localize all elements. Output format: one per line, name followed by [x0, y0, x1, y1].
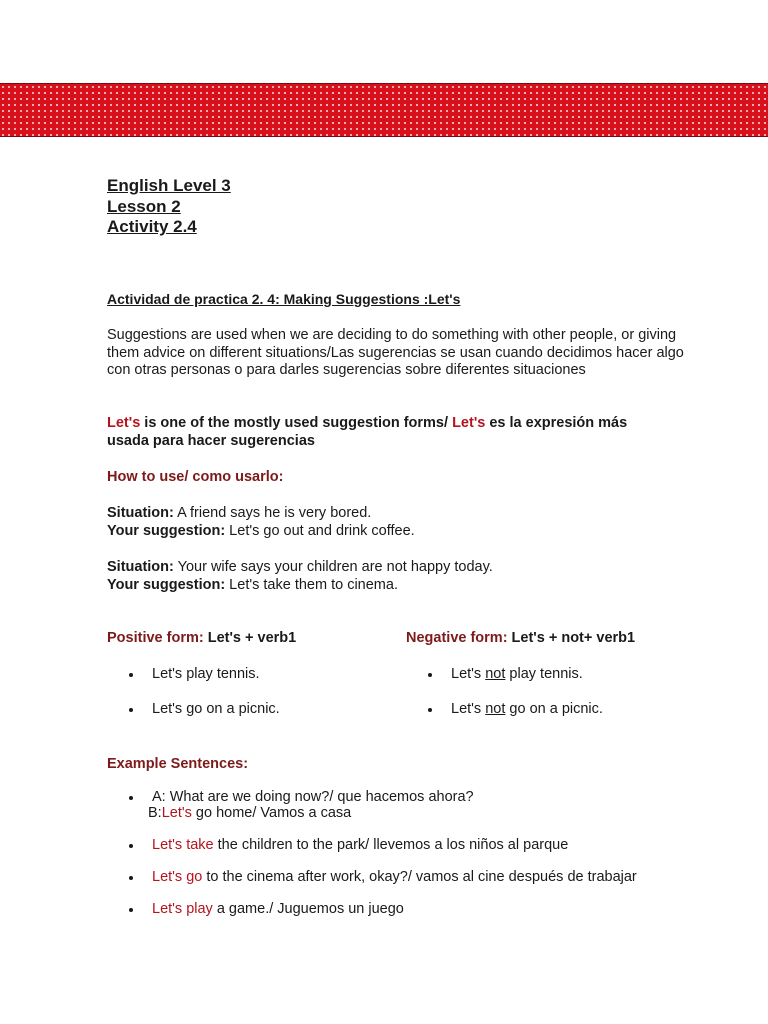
list-item: Let's go on a picnic. [107, 701, 280, 717]
bullet-icon [428, 708, 432, 712]
negative-list [406, 666, 603, 717]
lets-text-1: is one of the mostly used suggestion forms/ [140, 415, 453, 431]
bullet-icon [129, 673, 133, 677]
situation-text: Your wife says your children are not happy today. [173, 559, 493, 575]
positive-form-heading [107, 630, 296, 646]
list-item [107, 789, 727, 821]
positive-label: Positive form: [107, 630, 204, 646]
negative-formula: Let's + not+ verb1 [507, 630, 636, 646]
bullet-icon [129, 908, 133, 912]
positive-list [107, 666, 280, 717]
bullet-icon [129, 796, 133, 800]
heading-course: English Level 3 [107, 176, 231, 195]
suggestion-text: Let's take them to cinema. [225, 577, 398, 593]
heading-lesson: Lesson 2 [107, 196, 181, 216]
examples-list [107, 789, 727, 917]
list-item: Let's play tennis. [107, 666, 280, 682]
suggestion-text: Let's go out and drink coffee. [225, 523, 415, 539]
situation-2 [107, 558, 493, 594]
list-item: Let's take the children to the park/ llevemos a los niños al parque [107, 837, 727, 853]
situation-text: A friend says he is very bored. [173, 505, 372, 521]
lets-text-2: es la expresión más usada para hacer sugerencias [107, 415, 628, 449]
lets-word: Let's [452, 415, 486, 431]
lets-description [107, 415, 667, 450]
heading-block [107, 176, 231, 238]
how-to-use-heading: How to use/ como usarlo: [107, 469, 284, 485]
situation-label: Situation: [107, 559, 174, 575]
bullet-icon [428, 673, 432, 677]
examples-heading: Example Sentences: [107, 756, 249, 772]
not-word: not [485, 701, 506, 717]
negative-form-heading [406, 630, 635, 646]
heading-activity: Activity 2.4 [107, 217, 197, 236]
list-item: Let's not go on a picnic. [406, 701, 603, 717]
bullet-icon [129, 844, 133, 848]
header-banner [0, 83, 768, 137]
positive-formula: Let's + verb1 [203, 630, 297, 646]
bullet-icon [129, 876, 133, 880]
not-word: not [485, 666, 506, 682]
suggestion-label: Your suggestion: [107, 523, 226, 539]
lets-word: Let's [107, 415, 141, 431]
negative-label: Negative form: [406, 630, 508, 646]
bullet-icon [129, 708, 133, 712]
situation-1 [107, 504, 415, 540]
list-item: Let's go to the cinema after work, okay?/ vamos al cine después de trabajar [107, 869, 727, 885]
example-line-b: B:Let's go home/ Vamos a casa [148, 805, 352, 821]
activity-title: Actividad de practica 2. 4: Making Suggestions :Let's [107, 291, 461, 307]
list-item: Let's not play tennis. [406, 666, 603, 682]
situation-label: Situation: [107, 505, 174, 521]
suggestion-label: Your suggestion: [107, 577, 226, 593]
list-item: Let's play a game./ Juguemos un juego [107, 901, 727, 917]
intro-paragraph: Suggestions are used when we are deciding to do something with other people, or giving them advice on different situations/Las sugerencias se usan cuando decidimos hacer algo con otras personas o para darles sugerencias sobre diferentes situaciones [107, 327, 684, 378]
example-line-a: A: What are we doing now?/ que hacemos ahora? [152, 789, 474, 805]
